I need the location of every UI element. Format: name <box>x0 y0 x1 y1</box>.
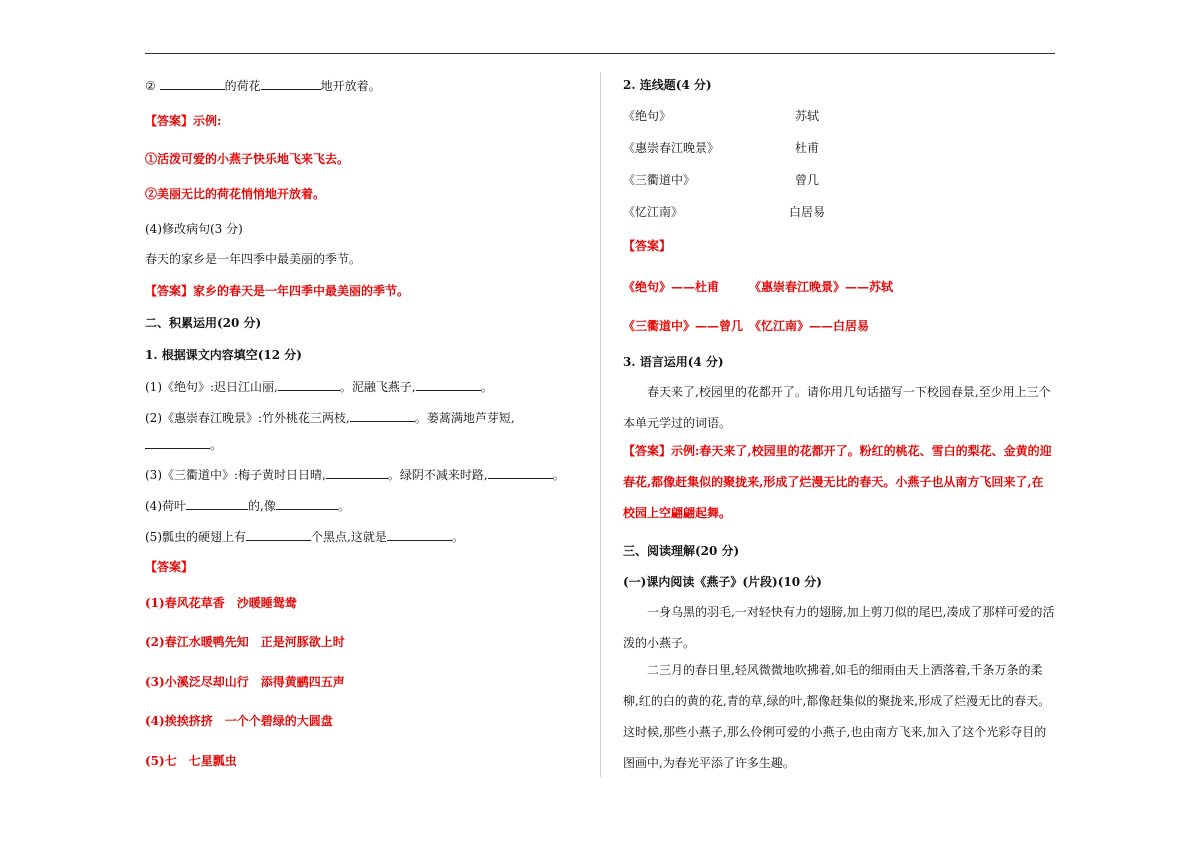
blank[interactable] <box>387 528 452 541</box>
fill-answer-1: (1)春风花草香 沙暖睡鸳鸯 <box>145 596 297 610</box>
match-left-4[interactable]: 《忆江南》 <box>623 205 684 219</box>
blank[interactable] <box>278 378 340 391</box>
section-3-title: 三、阅读理解(20 分) <box>623 544 740 558</box>
q3-title: 3. 语言运用(4 分) <box>623 355 724 369</box>
blank[interactable] <box>326 466 388 479</box>
fill-4: (4)荷叶 的,像 。 <box>145 499 350 513</box>
match-answer-2: 《三衢道中》——曾几 《忆江南》——白居易 <box>623 319 870 333</box>
fill-1: (1)《绝句》:迟日江山丽, 。泥融飞燕子, 。 <box>145 380 493 394</box>
blank[interactable] <box>246 528 311 541</box>
blank[interactable] <box>488 466 553 479</box>
match-right-3[interactable]: 曾几 <box>795 173 820 187</box>
q2-match-title: 2. 连线题(4 分) <box>623 78 712 92</box>
match-left-1[interactable]: 《绝句》 <box>623 109 672 123</box>
q4-sentence: 春天的家乡是一年四季中最美丽的季节。 <box>145 252 362 266</box>
section-2-title: 二、积累运用(20 分) <box>145 316 262 330</box>
match-right-2[interactable]: 杜甫 <box>795 141 820 155</box>
fill-answer-4: (4)挨挨挤挤 一个个碧绿的大圆盘 <box>145 714 333 728</box>
q3-answer: 【答案】示例:春天来了,校园里的花都开了。粉红的桃花、雪白的梨花、金黄的迎春花,都像赶集似的聚拢来,形成了烂漫无比的春天。小燕子也从南方飞回来了,在校园上空翩翩起舞。 <box>623 444 1052 520</box>
match-answer-1: 《绝句》——杜甫 《惠崇春江晚景》——苏轼 <box>623 280 894 294</box>
match-right-4[interactable]: 白居易 <box>789 205 826 219</box>
answer-line-1: ①活泼可爱的小燕子快乐地飞来飞去。 <box>145 152 350 166</box>
reading-paragraph-2: 二三月的春日里,轻风微微地吹拂着,如毛的细雨由天上洒落着,千条万条的柔柳,红的白的黄的花,青的草,绿的叶,都像赶集似的聚拢来,形成了烂漫无比的春天。这时候,那些小燕子,那么伶俐可爱的小燕子,也由南方飞来,加入了这个光彩夺目的图画中,为春光平添了许多生趣。 <box>623 663 1051 770</box>
blank[interactable] <box>350 409 415 422</box>
fill-5: (5)瓢虫的硬翅上有 个黑点,这就是 。 <box>145 530 464 544</box>
answer-label: 【答案】 <box>145 560 194 574</box>
match-answer-label: 【答案】 <box>623 239 672 253</box>
blank[interactable] <box>186 497 248 510</box>
q2-item-2: ② 的荷花 地开放着。 <box>145 79 381 93</box>
fill-answer-3: (3)小溪泛尽却山行 添得黄鹂四五声 <box>145 675 345 689</box>
top-rule <box>145 53 1055 54</box>
blank[interactable] <box>416 378 481 391</box>
reading-paragraph-1: 一身乌黑的羽毛,一对轻快有力的翅膀,加上剪刀似的尾巴,凑成了那样可爱的活泼的小燕子。 <box>623 605 1055 650</box>
fill-answer-5: (5)七 七星瓢虫 <box>145 754 237 768</box>
fill-2: (2)《惠崇春江晚景》:竹外桃花三两枝, 。蒌蒿满地芦芽短, <box>145 411 515 425</box>
column-divider <box>600 72 601 777</box>
fill-2-cont: 。 <box>145 436 222 453</box>
blank[interactable] <box>160 77 225 90</box>
fill-3: (3)《三衢道中》:梅子黄时日日晴, 。绿阴不减来时路, 。 <box>145 468 565 482</box>
blank[interactable] <box>261 77 321 90</box>
reading-title: (一)课内阅读《燕子》(片段)(10 分) <box>623 575 822 589</box>
blank[interactable] <box>276 497 338 510</box>
answer-line-2: ②美丽无比的荷花悄悄地开放着。 <box>145 187 326 201</box>
q4-title: (4)修改病句(3 分) <box>145 222 243 236</box>
match-left-2[interactable]: 《惠崇春江晚景》 <box>623 141 720 155</box>
match-left-3[interactable]: 《三衢道中》 <box>623 173 696 187</box>
q3-prompt: 春天来了,校园里的花都开了。请你用几句话描写一下校园春景,至少用上三个本单元学过的词语。 <box>623 385 1051 430</box>
blank[interactable] <box>145 436 210 449</box>
q1-title: 1. 根据课文内容填空(12 分) <box>145 348 302 362</box>
q4-answer: 【答案】家乡的春天是一年四季中最美丽的季节。 <box>145 284 410 298</box>
answer-label-example: 【答案】示例: <box>145 114 222 128</box>
fill-answer-2: (2)春江水暖鸭先知 正是河豚欲上时 <box>145 635 345 649</box>
match-right-1[interactable]: 苏轼 <box>795 109 820 123</box>
